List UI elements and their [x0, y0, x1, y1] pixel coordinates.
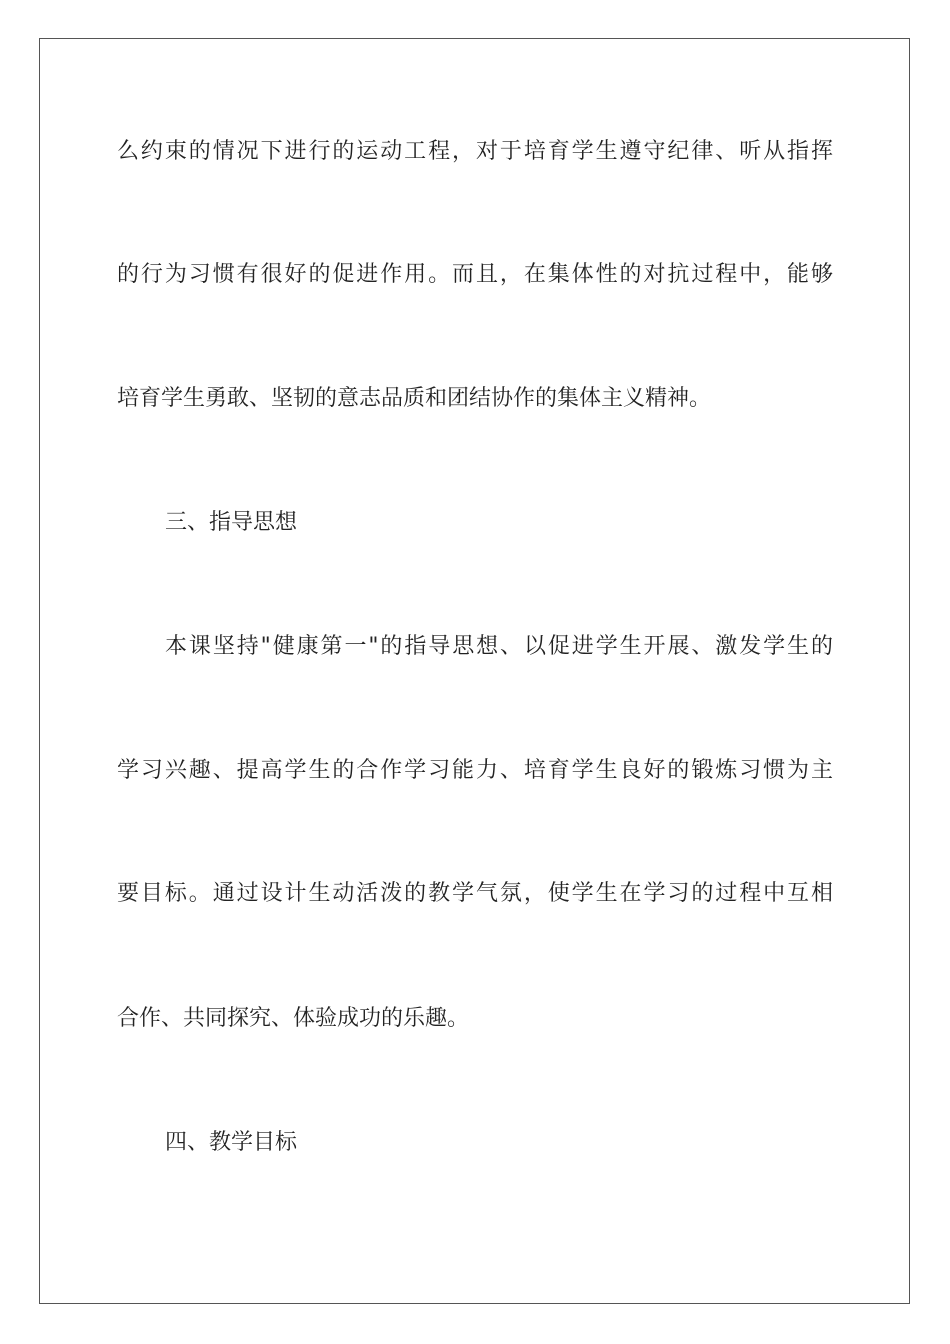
paragraph-line: 学习兴趣、提高学生的合作学习能力、培育学生良好的锻炼习惯为主 — [117, 758, 833, 783]
paragraph-line: 的行为习惯有很好的促进作用。而且，在集体性的对抗过程中，能够 — [117, 262, 833, 287]
paragraph-line: 要目标。通过设计生动活泼的教学气氛，使学生在学习的过程中互相 — [117, 881, 833, 906]
section-heading-guiding-ideology: 三、指导思想 — [165, 510, 298, 535]
paragraph-line: 培育学生勇敢、坚韧的意志品质和团结协作的集体主义精神。 — [117, 386, 712, 411]
paragraph-line: 合作、共同探究、体验成功的乐趣。 — [117, 1006, 470, 1031]
section-heading-teaching-objectives: 四、教学目标 — [165, 1130, 298, 1155]
page-border — [39, 38, 910, 1304]
paragraph-line: 本课坚持"健康第一"的指导思想、以促进学生开展、激发学生的 — [165, 634, 833, 659]
paragraph-line: 么约束的情况下进行的运动工程，对于培育学生遵守纪律、听从指挥 — [117, 139, 833, 164]
